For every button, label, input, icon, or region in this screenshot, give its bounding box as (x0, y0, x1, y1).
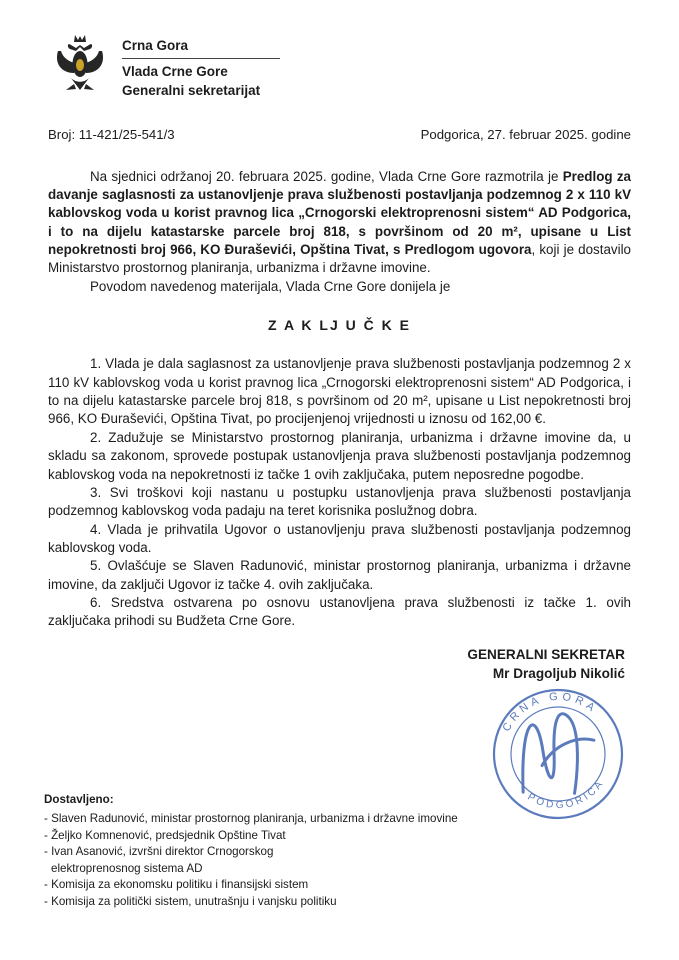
distribution-list (44, 792, 458, 910)
letterhead-department: Generalni sekretarijat (122, 83, 261, 99)
conclusion-item-6: 6. Sredstva ostvarena po osnovu ustanovljena prava službenosti iz tačke 1. ovih zaključaka prihodi su Budžeta Crne Gore. (48, 595, 631, 629)
document-title: Z A K LJ U Č K E (268, 317, 411, 334)
intro-bold: Predlog za davanje saglasnosti za ustanovljenje prava službenosti postavljanja podzemnog 2 x 110 kV kablovskog voda u korist pravnog lica „Crnogorski elektroprenosni sistem“ AD Podgorica, i to na dijelu katastarske parcele broj 818, s površinom od 20 m², upisane u List nepokretnosti broj 966, KO Đuraševići, Opština Tivat, s Predlogom ugovora (48, 168, 631, 258)
svg-text:PODGORICA (524, 776, 611, 819)
intro-paragraph-2: Povodom navedenog materijala, Vlada Crne Gore donijela je (90, 278, 451, 294)
letterhead-government: Vlada Crne Gore (122, 63, 228, 79)
intro-paragraph (48, 168, 631, 278)
stamp-icon (475, 671, 641, 837)
official-stamp (475, 671, 641, 837)
meta-row (48, 127, 631, 142)
svg-text:CRNA GORA (495, 682, 601, 736)
letterhead-text (122, 34, 280, 101)
handwritten-signature (509, 708, 604, 803)
document-number: Broj: 11-421/25-541/3 (48, 126, 175, 142)
conclusion-item-3: 3. Svi troškovi koji nastanu u postupku ustanovljenja prava službenosti postavljanja podzemnog kablovskog voda padaju na teret korisnika poslužnog dobra. (48, 484, 631, 519)
conclusions-list (48, 355, 631, 630)
document-body (48, 168, 631, 683)
distribution-item-3-continued: elektroprenosnog sistema AD (51, 861, 203, 875)
conclusion-item-1: 1. Vlada je dala saglasnost za ustanovljenje prava službenosti postavljanja podzemnog 2 x 110 kV kablovskog voda u korist pravnog lica „Crnogorski elektroprenosni sistem“ AD Podgorica, i to na dijelu katastarske parcele broj 818, s površinom od 20 m², upisane u List nepokretnosti broj 966, KO Đuraševići, Opština Tivat, po procijenjenoj vrijednosti u iznosu od 162,00 €. (48, 356, 631, 427)
signatory-title: GENERALNI SEKRETAR (467, 646, 625, 662)
conclusion-item-4: 4. Vlada je prihvatila Ugovor o ustanovljenju prava službenosti postavljanja podzemnog kablovskog voda. (48, 521, 631, 555)
conclusion-item-5: 5. Ovlašćuje se Slaven Radunović, ministar prostornog planiranja, urbanizma i državne imovine, da zaključi Ugovor iz tačke 4. ovih zaključaka. (48, 558, 631, 592)
distribution-item-1: - Slaven Radunović, ministar prostornog planiranja, urbanizma i državne imovine (44, 812, 458, 826)
intro-regular-2: , koji je dostavilo Ministarstvo prostornog planiranja, urbanizma i državne imovine. (48, 242, 632, 276)
distribution-item-4: - Komisija za ekonomsku politiku i finansijski sistem (44, 878, 309, 892)
distribution-item-5: - Komisija za politički sistem, unutrašnju i vanjsku politiku (44, 894, 337, 908)
letterhead-country: Crna Gora (122, 36, 280, 59)
letterhead (54, 34, 631, 101)
intro-regular-1: Na sjednici održanoj 20. februara 2025. godine, Vlada Crne Gore razmotrila je (90, 168, 563, 184)
stamp-top-text: CRNA GORA (500, 690, 600, 734)
stamp-bottom-text: PODGORICA (525, 777, 607, 812)
coat-of-arms-icon (54, 34, 106, 96)
signatory-name: Mr Dragoljub Nikolić (492, 665, 625, 681)
conclusion-item-2: 2. Zadužuje se Ministarstvo prostornog planiranja, urbanizma i državne imovine da, u skladu sa zakonom, sprovede postupak ustanovljenja prava službenosti postavljanja podzemnog kablovskog voda na nepokretnosti iz tačke 1 ovih zaključaka, putem neposredne pogodbe. (48, 429, 631, 482)
distribution-label: Dostavljeno: (44, 793, 114, 806)
signature-block (48, 645, 625, 683)
distribution-item-3: - Ivan Asanović, izvršni direktor Crnogorskog (44, 845, 274, 859)
distribution-item-2: - Željko Komnenović, predsjednik Opštine Tivat (44, 828, 286, 842)
place-date: Podgorica, 27. februar 2025. godine (420, 126, 631, 142)
